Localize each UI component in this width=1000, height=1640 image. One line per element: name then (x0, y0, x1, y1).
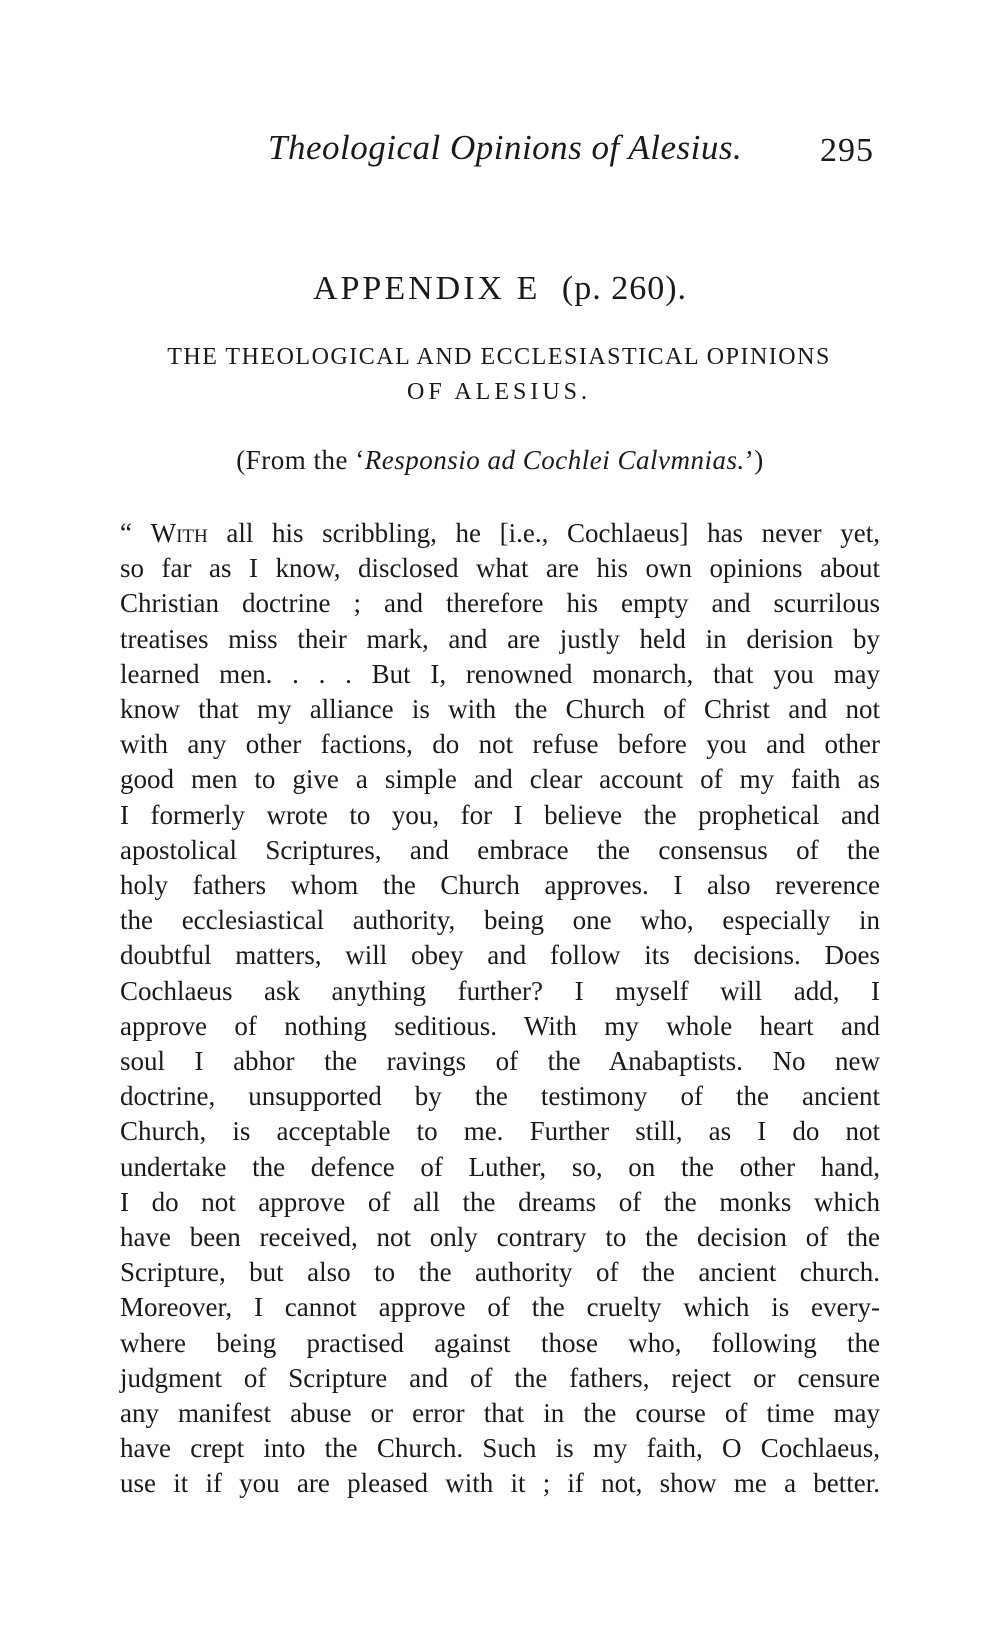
body-line: Church, is acceptable to me. Further still, as I do not (120, 1116, 880, 1147)
body-line: have been received, not only contrary to the decision of the (120, 1222, 880, 1253)
body-line: approve of nothing seditious. With my whole heart and (120, 1010, 880, 1041)
body-paragraph (120, 516, 880, 1502)
body-line: any manifest abuse or error that in the course of time may (120, 1398, 880, 1429)
body-line: so far as I know, disclosed what are his own opinions about (120, 553, 880, 584)
body-line: judgment of Scripture and of the fathers, reject or censure (120, 1362, 880, 1393)
body-line: undertake the defence of Luther, so, on the other hand, (120, 1151, 880, 1182)
source-close: ’) (744, 445, 764, 475)
body-line: soul I abhor the ravings of the Anabaptists. No new (120, 1046, 880, 1077)
body-line: use it if you are pleased with it ; if not, show me a better. (120, 1468, 880, 1499)
body-line: treatises miss their mark, and are justly held in derision by (120, 623, 880, 654)
body-line: I do not approve of all the dreams of the monks which (120, 1186, 880, 1217)
body-line: with any other factions, do not refuse before you and other (120, 729, 880, 760)
body-line: learned men. . . . But I, renowned monarch, that you may (120, 658, 880, 689)
source-title: Responsio ad Cochlei Calvmnias. (364, 445, 745, 475)
body-line: know that my alliance is with the Church of Christ and not (120, 694, 880, 725)
body-line: doubtful matters, will obey and follow its decisions. Does (120, 940, 880, 971)
body-line: good men to give a simple and clear account of my faith as (120, 764, 880, 795)
source-citation (0, 445, 1000, 476)
body-line (120, 516, 880, 551)
body-line: Cochlaeus ask anything further? I myself will add, I (120, 975, 880, 1006)
body-line: where being practised against those who, following the (120, 1327, 880, 1358)
body-line: apostolical Scriptures, and embrace the consensus of the (120, 834, 880, 865)
body-line: Scripture, but also to the authority of the ancient church. (120, 1257, 880, 1288)
opening-quote: “ (120, 518, 151, 548)
body-line: Christian doctrine ; and therefore his empty and scurrilous (120, 588, 880, 619)
source-open: (From the ‘ (236, 445, 365, 475)
running-title: Theological Opinions of Alesius. (268, 128, 743, 167)
body-line: holy fathers whom the Church approves. I also reverence (120, 870, 880, 901)
opening-word: With (150, 518, 208, 548)
section-subtitle (118, 340, 880, 410)
subtitle-line-2: OF ALESIUS. (406, 379, 592, 405)
page-number: 295 (820, 132, 874, 169)
body-line: Moreover, I cannot approve of the cruelty which is every- (120, 1292, 880, 1323)
appendix-heading (0, 270, 1000, 308)
subtitle-line-1: THE THEOLOGICAL AND ECCLESIASTICAL OPINIONS (167, 344, 831, 370)
appendix-label: APPENDIX E (312, 270, 541, 307)
body-line: doctrine, unsupported by the testimony of the ancient (120, 1081, 880, 1112)
appendix-page-reference: (p. 260). (561, 270, 688, 307)
first-line-rest: all his scribbling, he [i.e., Cochlaeus] has never yet, (207, 518, 881, 548)
running-head (0, 128, 1000, 188)
body-line: the ecclesiastical authority, being one who, especially in (120, 905, 880, 936)
body-line: I formerly wrote to you, for I believe the prophetical and (120, 799, 880, 830)
body-line: have crept into the Church. Such is my faith, O Cochlaeus, (120, 1433, 880, 1464)
